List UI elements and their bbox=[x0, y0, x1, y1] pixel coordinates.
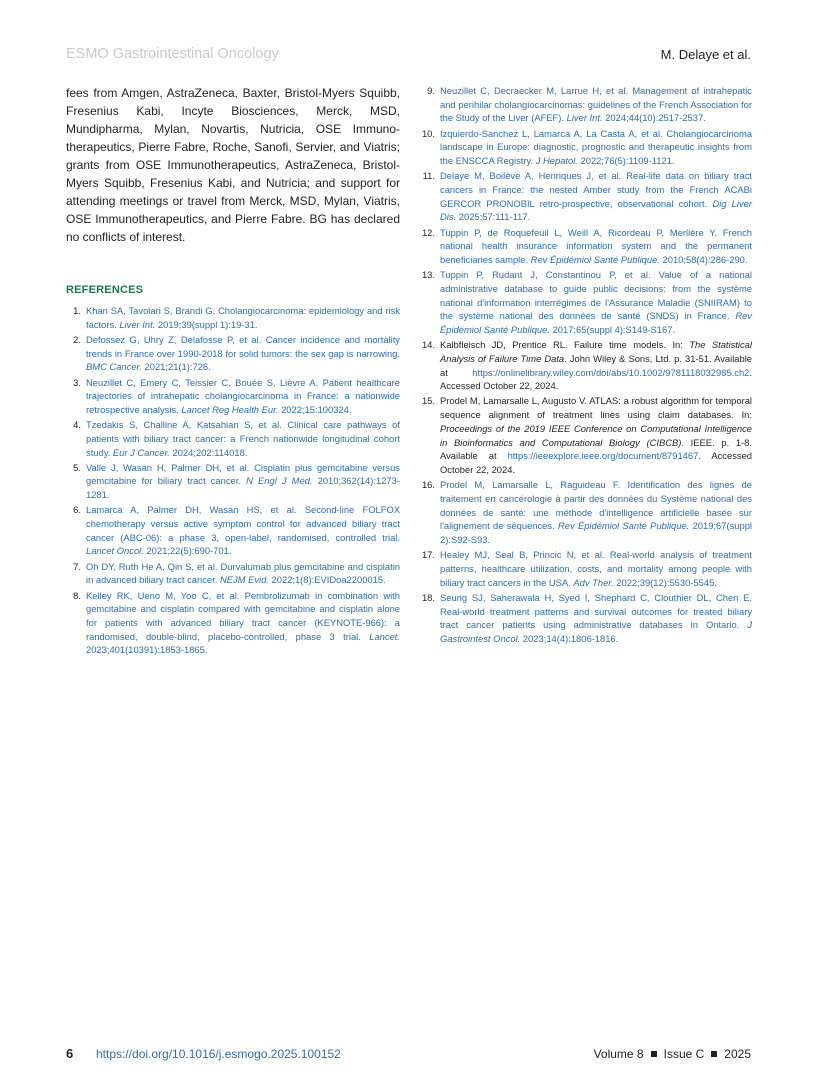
reference-citation: 2022;39(12):5530-5545. bbox=[613, 576, 717, 588]
reference-text[interactable]: Seung SJ, Saherawala H, Syed I, Shephard C, Clouthier DL, Chen E. Real-world treatment patterns and survival outcomes for treated biliary tract cancer patients using administrative databases in Ontario. bbox=[440, 591, 752, 631]
reference-citation: 2021;21(1):726. bbox=[141, 361, 211, 373]
reference-citation: . John Wiley & Sons, Ltd. p. 31-51. Available at bbox=[440, 352, 753, 378]
reference-item bbox=[66, 304, 400, 331]
conflict-of-interest-text: fees from Amgen, AstraZeneca, Baxter, Bristol-Myers Squibb, Fresenius Kabi, Incyte Biosciences, Merck, MSD, Mundipharma, Mylan, Novartis, Nutricia, OSE Immuno-therapeutics, Pierre Fabre, Roche, Sanofi, Servier, and Viatris; grants from OSE Immunotherapeutics, AstraZeneca, Bristol-Myers Squibb, Fresenius Kabi, and Nutricia; and support for attending meetings or travel from Merck, MSD, Mylan, Viatris, OSE Immunotherapeutics, and Pierre Fabre. BG has declared no conflicts of interest. bbox=[66, 86, 400, 244]
reference-text[interactable]: Oh DY, Ruth He A, Qin S, et al. Durvalumab plus gemcitabine and cisplatin in advanced biliary tract cancer. bbox=[86, 560, 400, 586]
reference-item bbox=[418, 226, 752, 267]
separator-square bbox=[651, 1051, 657, 1057]
reference-text[interactable]: Prodel M, Lamarsalle L, Raguideau F. Identification des lignes de traitement en cancérologie à partir des données du Système national des données de santé: une méthode d'intelligence artificielle basée sur l'alignement de séquences. bbox=[440, 479, 752, 532]
reference-number: 18. bbox=[421, 591, 435, 603]
reference-citation: 2010;58(4):286-290. bbox=[659, 253, 748, 265]
reference-number: 12. bbox=[421, 226, 435, 238]
reference-citation: 2017;65(suppl 4):S149-S167. bbox=[549, 323, 676, 335]
reference-item bbox=[66, 503, 400, 558]
reference-citation: 2023;14(4):1806-1816. bbox=[520, 632, 619, 644]
reference-number: 1. bbox=[73, 305, 81, 316]
reference-item bbox=[418, 268, 752, 337]
reference-list-left bbox=[66, 304, 400, 657]
reference-number: 14. bbox=[421, 339, 435, 351]
year: 2025 bbox=[724, 1047, 751, 1061]
reference-item bbox=[418, 394, 752, 476]
reference-text[interactable]: Delaye M, Boilève A, Henriques J, et al. Real-life data on biliary tract cancers in France: the nested Amber study from the French ACABi GERCOR PRONOBIL retro-prospective, observational cohort. bbox=[440, 170, 752, 209]
reference-text[interactable]: Izquierdo-Sanchez L, Lamarca A, La Casta A, et al. Cholangiocarcinoma landscape in Europe: diagnostic, prognostic and therapeutic insights from the ENSCCA Registry. bbox=[440, 127, 752, 167]
journal-title: ESMO Gastrointestinal Oncology bbox=[66, 46, 279, 62]
reference-item bbox=[66, 589, 400, 658]
volume: Volume 8 bbox=[593, 1047, 644, 1061]
reference-item bbox=[418, 338, 752, 393]
reference-citation: 2023;401(10391):1853-1865. bbox=[86, 644, 208, 656]
reference-citation: 2021;22(5):690-701. bbox=[143, 545, 232, 557]
reference-number: 15. bbox=[421, 395, 435, 407]
reference-journal: Adv Ther. bbox=[573, 576, 614, 588]
reference-item bbox=[418, 478, 752, 547]
reference-text[interactable]: Neuzillet C, Decraecker M, Larrue H, et al. Management of intrahepatic and perihilar cholangiocarcinomas: guidelines of the French Association for the Study of the Liver (AFEF). bbox=[440, 85, 752, 124]
reference-text[interactable]: Tzedakis S, Challine A, Katsahian S, et al. Clinical care pathways of patients with biliary tract cancer: a French nationwide longitudinal cohort study. bbox=[86, 419, 400, 458]
reference-url-link[interactable]: https://ieeexplore.ieee.org/document/8791467 bbox=[507, 450, 699, 462]
reference-item bbox=[418, 548, 752, 589]
reference-citation: 2025;57:111-117. bbox=[456, 211, 531, 223]
reference-text[interactable]: Tuppin P, Rudant J, Constantinou P, et al. Value of a national administrative database to guide public decisions: from the système national d'information interrégimes de l'Assurance Maladie (SNIIRAM) to the système national des données de santé (SNDS) in France. bbox=[440, 269, 752, 322]
reference-text: Prodel M, Lamarsalle L, Augusto V. ATLAS: a robust algorithm for temporal sequence alignment of treatment lines using claim databases. In: bbox=[440, 395, 752, 421]
reference-text[interactable]: Valle J, Wasan H, Palmer DH, et al. Cisplatin plus gemcitabine versus gemcitabine for biliary tract cancer. bbox=[86, 461, 400, 487]
reference-number: 9. bbox=[427, 85, 435, 96]
reference-citation: 2019;39(suppl 1):19-31. bbox=[155, 318, 258, 330]
reference-list-right bbox=[418, 84, 752, 646]
reference-item bbox=[418, 84, 752, 125]
reference-number: 2. bbox=[73, 333, 81, 345]
reference-item bbox=[66, 461, 400, 502]
reference-url-link[interactable]: https://onlinelibrary.wiley.com/doi/abs/10.1002/9781118032985.ch2 bbox=[472, 366, 750, 378]
reference-item bbox=[66, 418, 400, 459]
reference-number: 3. bbox=[73, 376, 81, 388]
reference-journal: Eur J Cancer. bbox=[112, 446, 170, 458]
reference-journal: Rev Épidémiol Santé Publique. bbox=[557, 520, 690, 532]
reference-citation: 2022;15:100324. bbox=[278, 403, 352, 415]
reference-citation: 2024;202:114018. bbox=[169, 446, 248, 458]
volume-issue-year bbox=[594, 1047, 751, 1061]
reference-text[interactable]: Tuppin P, de Roquefeuil L, Weill A, Ricordeau P, Merlière Y. French national health insurance information system and the permanent beneficiaries sample. bbox=[440, 226, 752, 265]
reference-number: 11. bbox=[422, 170, 435, 182]
reference-journal: Lancet. bbox=[369, 630, 400, 642]
running-authors: M. Delaye et al. bbox=[660, 47, 751, 62]
reference-text[interactable]: Kelley RK, Ueno M, Yoo C, et al. Pembrolizumab in combination with gemcitabine and cisplatin compared with gemcitabine and cisplatin alone for patients with advanced biliary tract cancer (KEYNOTE-966): a randomised, double-blind, placebo-controlled, phase 3 trial. bbox=[86, 589, 400, 642]
reference-journal: BMC Cancer. bbox=[86, 361, 142, 373]
reference-accessed: . Accessed October 22, 2024. bbox=[440, 450, 752, 475]
reference-journal: Dig Liver Dis. bbox=[440, 197, 752, 223]
reference-number: 8. bbox=[73, 589, 81, 601]
reference-journal: Rev Épidémiol Santé Publique. bbox=[440, 310, 752, 335]
reference-number: 16. bbox=[421, 479, 435, 491]
reference-item bbox=[418, 169, 752, 224]
reference-accessed: . Accessed October 22, 2024. bbox=[440, 366, 752, 392]
reference-text[interactable]: Defossez G, Uhry Z, Delafosse P, et al. Cancer incidence and mortality trends in France over 1990-2018 for solid tumors: the sex gap is narrowing. bbox=[86, 333, 400, 359]
reference-number: 6. bbox=[73, 504, 81, 516]
right-column bbox=[418, 84, 752, 647]
reference-text[interactable]: Neuzillet C, Emery C, Teissier C, Bouée S, Lièvre A. Patient healthcare trajectories of intrahepatic cholangiocarcinoma in France: a nationwide retrospective analysis. bbox=[86, 376, 400, 415]
reference-journal: J Hepatol. bbox=[535, 155, 578, 167]
reference-citation: . IEEE. p. 1-8. Available at bbox=[440, 436, 752, 462]
reference-citation: 2019;67(suppl 2):S92-S93. bbox=[440, 520, 752, 545]
reference-item bbox=[418, 127, 752, 168]
references-heading: REFERENCES bbox=[66, 284, 144, 296]
reference-journal: The Statistical Analysis of Failure Time Data bbox=[440, 339, 752, 364]
reference-journal: NEJM Evid. bbox=[219, 574, 269, 586]
reference-item bbox=[66, 376, 400, 417]
reference-item bbox=[66, 560, 400, 587]
reference-citation: 2022;1(8):EVIDoa2200015. bbox=[268, 574, 386, 586]
reference-number: 17. bbox=[421, 549, 435, 561]
reference-text[interactable]: Healey MJ, Seal B, Princic N, et al. Real-world analysis of treatment patterns, healthcare utilization, costs, and mortality among people with biliary tract cancers in the USA. bbox=[440, 549, 752, 588]
reference-item bbox=[418, 591, 752, 646]
issue: Issue C bbox=[663, 1047, 705, 1061]
separator-square bbox=[711, 1051, 717, 1057]
reference-number: 4. bbox=[73, 419, 81, 431]
doi-link[interactable]: https://doi.org/10.1016/j.esmogo.2025.100152 bbox=[96, 1047, 341, 1061]
reference-journal: Proceedings of the 2019 IEEE Conference on Computational Intelligence in Bioinformatics and Computational Biology (CIBCB) bbox=[440, 422, 752, 448]
reference-citation: 2022;76(5):1109-1121. bbox=[577, 155, 675, 167]
reference-journal: Liver Int. bbox=[566, 112, 603, 124]
reference-journal: Lancet Reg Health Eur. bbox=[181, 403, 279, 415]
reference-journal: Liver Int. bbox=[119, 318, 156, 330]
reference-number: 10. bbox=[421, 127, 435, 139]
reference-number: 5. bbox=[73, 461, 81, 473]
left-column bbox=[66, 84, 400, 659]
reference-text: Kalbfleisch JD, Prentice RL. Failure time models. In: bbox=[440, 339, 690, 351]
reference-journal: Rev Épidémiol Santé Publique. bbox=[530, 253, 660, 265]
reference-text[interactable]: Khan SA, Tavolari S, Brandi G. Cholangiocarcinoma: epidemiology and risk factors. bbox=[86, 305, 400, 330]
reference-citation: 2024;44(10):2517-2537. bbox=[602, 112, 706, 124]
reference-journal: Lancet Oncol. bbox=[86, 545, 144, 557]
reference-journal: N Engl J Med. bbox=[246, 475, 313, 487]
reference-number: 7. bbox=[73, 560, 81, 572]
reference-item bbox=[66, 333, 400, 374]
reference-text[interactable]: Lamarca A, Palmer DH, Wasan HS, et al. Second-line FOLFOX chemotherapy versus active symptom control for advanced biliary tract cancer (ABC-06): a phase 3, open-label, randomised, controlled trial. bbox=[86, 504, 400, 543]
reference-citation: 2010;362(14):1273-1281. bbox=[86, 475, 400, 501]
page-number: 6 bbox=[66, 1046, 74, 1061]
reference-number: 13. bbox=[421, 269, 435, 281]
reference-journal: J Gastrointest Oncol. bbox=[440, 619, 752, 644]
